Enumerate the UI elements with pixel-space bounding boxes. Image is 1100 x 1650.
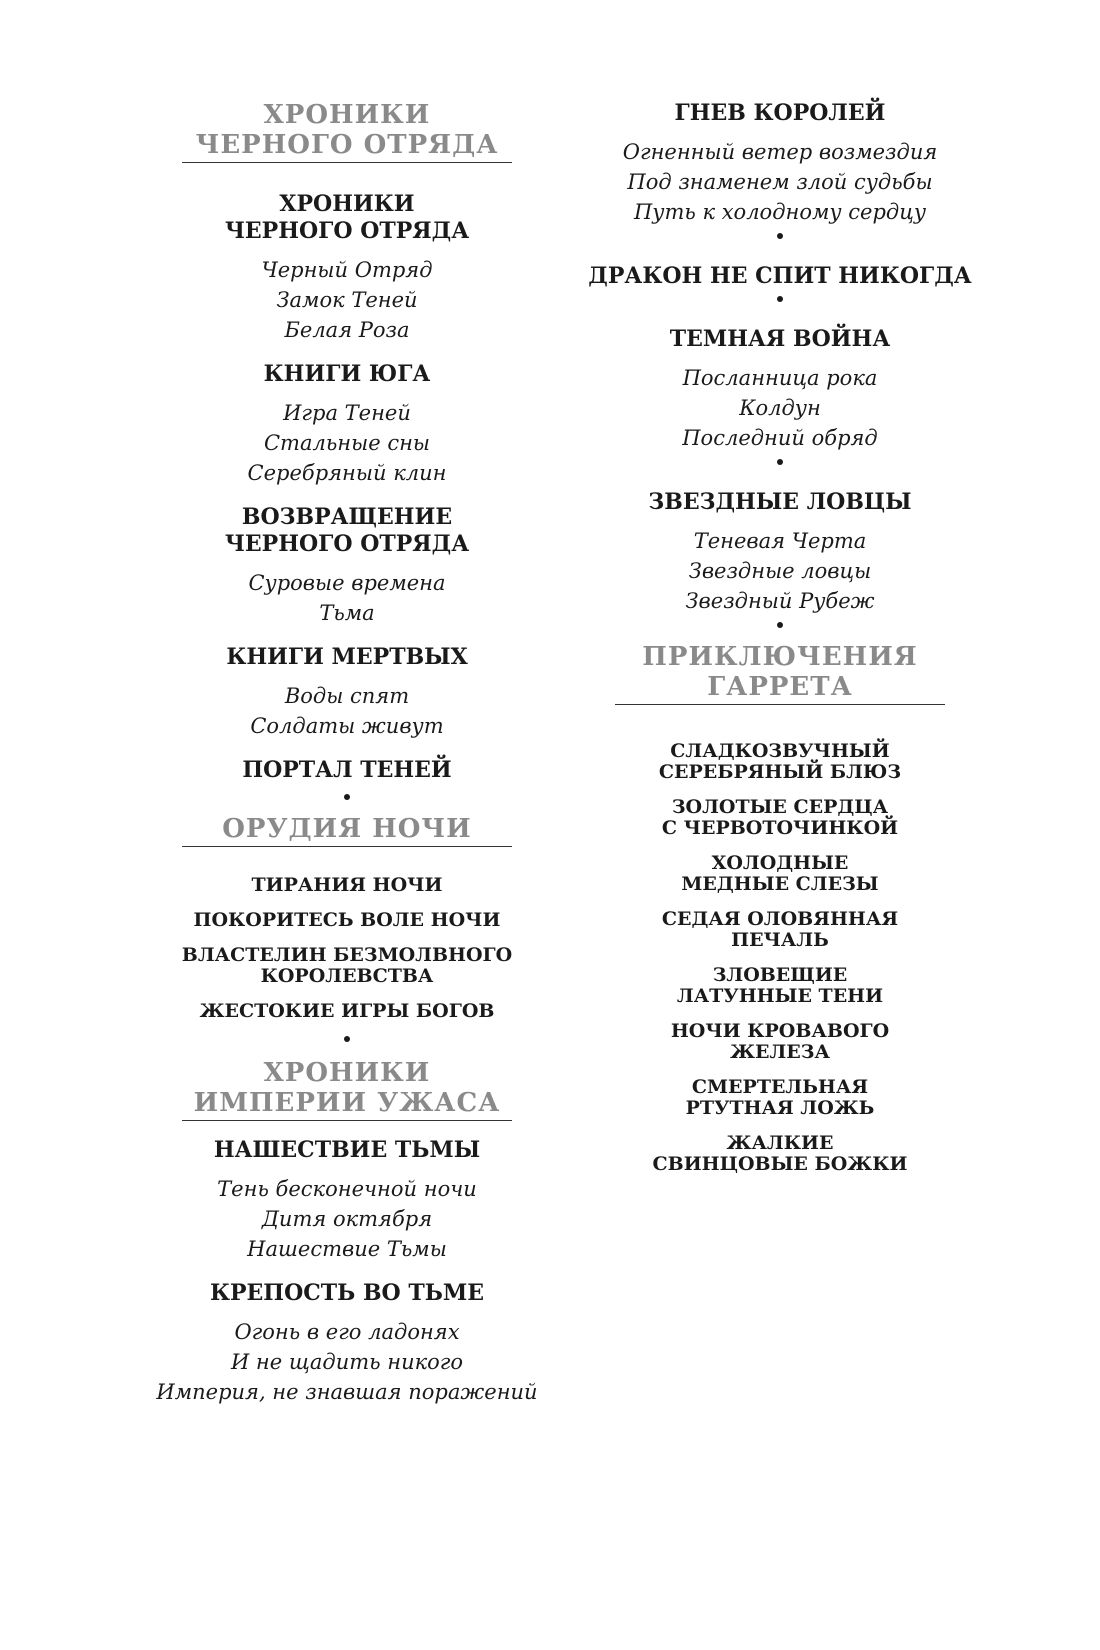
series-title xyxy=(580,489,980,516)
section-header-black-company xyxy=(152,100,542,163)
series-dragon-never-sleeps xyxy=(580,263,980,290)
title-line: СЛАДКОЗВУЧНЫЙ xyxy=(670,740,890,762)
book-title: Звездные ловцы xyxy=(688,559,872,583)
section-header-garrett xyxy=(580,642,980,705)
book-list xyxy=(152,255,542,345)
book-title: Нашествие Тьмы xyxy=(247,1237,447,1261)
title-line: ЛАТУННЫЕ ТЕНИ xyxy=(676,985,884,1007)
book-title: Огненный ветер возмездия xyxy=(622,140,938,164)
title-line: СВИНЦОВЫЕ БОЖКИ xyxy=(652,1153,908,1175)
title-line: ПЕЧАЛЬ xyxy=(731,929,829,951)
title-item xyxy=(580,1077,980,1119)
title-line: ЖЕСТОКИЕ ИГРЫ БОГОВ xyxy=(199,1000,495,1022)
series-title xyxy=(152,1280,542,1307)
title-line: СЕРЕБРЯНЫЙ БЛЮЗ xyxy=(658,761,902,783)
book-title: Суровые времена xyxy=(248,571,446,595)
title-line: ЗЛОВЕЩИЕ xyxy=(712,964,848,986)
bullet-separator xyxy=(344,794,350,800)
book-list xyxy=(152,1317,542,1407)
section-divider xyxy=(182,162,512,163)
book-title: Огонь в его ладонях xyxy=(234,1320,460,1344)
book-title: Серебряный клин xyxy=(247,461,447,485)
book-title: Черный Отряд xyxy=(261,258,433,282)
series-title xyxy=(152,191,542,245)
book-list xyxy=(152,398,542,488)
series-return xyxy=(152,504,542,628)
series-title-line: ЧЕРНОГО ОТРЯДА xyxy=(224,218,470,244)
title-list xyxy=(580,741,980,1175)
section-title-line: ИМПЕРИИ УЖАСА xyxy=(193,1088,501,1118)
section-title-line: ГАРРЕТА xyxy=(707,672,853,702)
title-line: ВЛАСТЕЛИН БЕЗМОЛВНОГО xyxy=(181,944,513,966)
title-line: МЕДНЫЕ СЛЕЗЫ xyxy=(681,873,879,895)
title-line: КОРОЛЕВСТВА xyxy=(260,965,434,987)
section-title-line: ХРОНИКИ xyxy=(263,100,431,130)
book-title: Под знаменем злой судьбы xyxy=(627,170,933,194)
title-item xyxy=(580,741,980,783)
section-header-instrumentalities xyxy=(152,814,542,847)
right-column xyxy=(580,100,980,1189)
book-title: Игра Теней xyxy=(283,401,411,425)
title-line: ХОЛОДНЫЕ xyxy=(711,852,849,874)
series-title-line: ХРОНИКИ xyxy=(279,191,415,217)
title-item xyxy=(580,1021,980,1063)
section-title-line: ОРУДИЯ НОЧИ xyxy=(222,814,472,844)
section-header-dread-empire xyxy=(152,1058,542,1121)
bullet-separator xyxy=(344,1036,350,1042)
book-list xyxy=(580,137,980,227)
book-title: Стальные сны xyxy=(263,431,431,455)
series-portal-of-shadows xyxy=(152,757,542,784)
series-chronicles xyxy=(152,191,542,345)
title-line: ПОКОРИТЕСЬ ВОЛЕ НОЧИ xyxy=(193,909,501,931)
book-title: И не щадить никого xyxy=(230,1350,464,1374)
series-title xyxy=(152,1137,542,1164)
series-dark-war xyxy=(580,326,980,453)
book-title: Последний обряд xyxy=(682,426,878,450)
series-title-line: НАШЕСТВИЕ ТЬМЫ xyxy=(213,1137,481,1163)
bullet-separator xyxy=(777,296,783,302)
title-line: ЗОЛОТЫЕ СЕРДЦА xyxy=(671,796,889,818)
section-title xyxy=(152,100,542,160)
section-title-line: ЧЕРНОГО ОТРЯДА xyxy=(195,130,499,160)
series-title-line: ТЕМНАЯ ВОЙНА xyxy=(669,326,891,352)
section-title-line: ХРОНИКИ xyxy=(263,1058,431,1088)
book-title: Солдаты живут xyxy=(250,714,444,738)
section-divider xyxy=(182,846,512,847)
series-title xyxy=(580,263,980,290)
title-item xyxy=(580,965,980,1007)
series-wrath-of-kings xyxy=(580,100,980,227)
book-title: Колдун xyxy=(739,396,821,420)
title-line: СЕДАЯ ОЛОВЯННАЯ xyxy=(661,908,899,930)
series-title-line: ПОРТАЛ ТЕНЕЙ xyxy=(242,757,452,783)
book-title: Тьма xyxy=(319,601,375,625)
title-item xyxy=(152,875,542,896)
book-title: Империя, не знавшая поражений xyxy=(156,1380,538,1404)
series-title xyxy=(152,504,542,558)
section-title xyxy=(580,642,980,702)
book-title: Посланница рока xyxy=(682,366,878,390)
book-list xyxy=(580,363,980,453)
series-title-line: ЧЕРНОГО ОТРЯДА xyxy=(224,531,470,557)
book-title: Дитя октября xyxy=(261,1207,433,1231)
series-invasion xyxy=(152,1137,542,1264)
title-line: ЖАЛКИЕ xyxy=(726,1132,834,1154)
title-item xyxy=(580,909,980,951)
book-title: Теневая Черта xyxy=(693,529,867,553)
series-title-line: КНИГИ МЕРТВЫХ xyxy=(226,644,468,670)
title-line: С ЧЕРВОТОЧИНКОЙ xyxy=(661,817,899,839)
section-divider xyxy=(182,1120,512,1121)
series-title-line: КНИГИ ЮГА xyxy=(263,361,431,387)
series-title-line: ГНЕВ КОРОЛЕЙ xyxy=(674,100,886,126)
book-title: Путь к холодному сердцу xyxy=(633,200,927,224)
series-title xyxy=(152,644,542,671)
series-starfishers xyxy=(580,489,980,616)
series-title xyxy=(580,100,980,127)
series-title-line: КРЕПОСТЬ ВО ТЬМЕ xyxy=(209,1280,485,1306)
book-list xyxy=(580,526,980,616)
title-line: СМЕРТЕЛЬНАЯ xyxy=(691,1076,869,1098)
series-title-line: ВОЗВРАЩЕНИЕ xyxy=(241,504,453,530)
section-divider xyxy=(615,704,945,705)
series-title-line: ДРАКОН НЕ СПИТ НИКОГДА xyxy=(588,263,972,289)
series-title xyxy=(580,326,980,353)
title-item xyxy=(152,1001,542,1022)
series-title xyxy=(152,757,542,784)
series-title-line: ЗВЕЗДНЫЕ ЛОВЦЫ xyxy=(648,489,912,515)
title-item xyxy=(580,797,980,839)
title-line: НОЧИ КРОВАВОГО xyxy=(670,1020,890,1042)
book-list xyxy=(152,681,542,741)
section-title xyxy=(152,814,542,844)
bullet-separator xyxy=(777,622,783,628)
title-item xyxy=(580,1133,980,1175)
bullet-separator xyxy=(777,459,783,465)
book-title: Воды спят xyxy=(284,684,410,708)
title-line: ЖЕЛЕЗА xyxy=(730,1041,830,1063)
section-title-line: ПРИКЛЮЧЕНИЯ xyxy=(642,642,918,672)
series-books-of-south xyxy=(152,361,542,488)
book-title: Белая Роза xyxy=(284,318,410,342)
section-title xyxy=(152,1058,542,1118)
title-list xyxy=(152,875,542,1022)
title-item xyxy=(152,910,542,931)
title-item xyxy=(580,853,980,895)
bullet-separator xyxy=(777,233,783,239)
book-title: Тень бесконечной ночи xyxy=(217,1177,477,1201)
series-title xyxy=(152,361,542,388)
title-line: РТУТНАЯ ЛОЖЬ xyxy=(685,1097,875,1119)
book-list xyxy=(152,568,542,628)
book-title: Звездный Рубеж xyxy=(685,589,875,613)
title-item xyxy=(152,945,542,987)
left-column xyxy=(152,100,542,1423)
series-fortress xyxy=(152,1280,542,1407)
book-title: Замок Теней xyxy=(276,288,418,312)
book-list xyxy=(152,1174,542,1264)
title-line: ТИРАНИЯ НОЧИ xyxy=(251,874,443,896)
series-books-of-dead xyxy=(152,644,542,741)
